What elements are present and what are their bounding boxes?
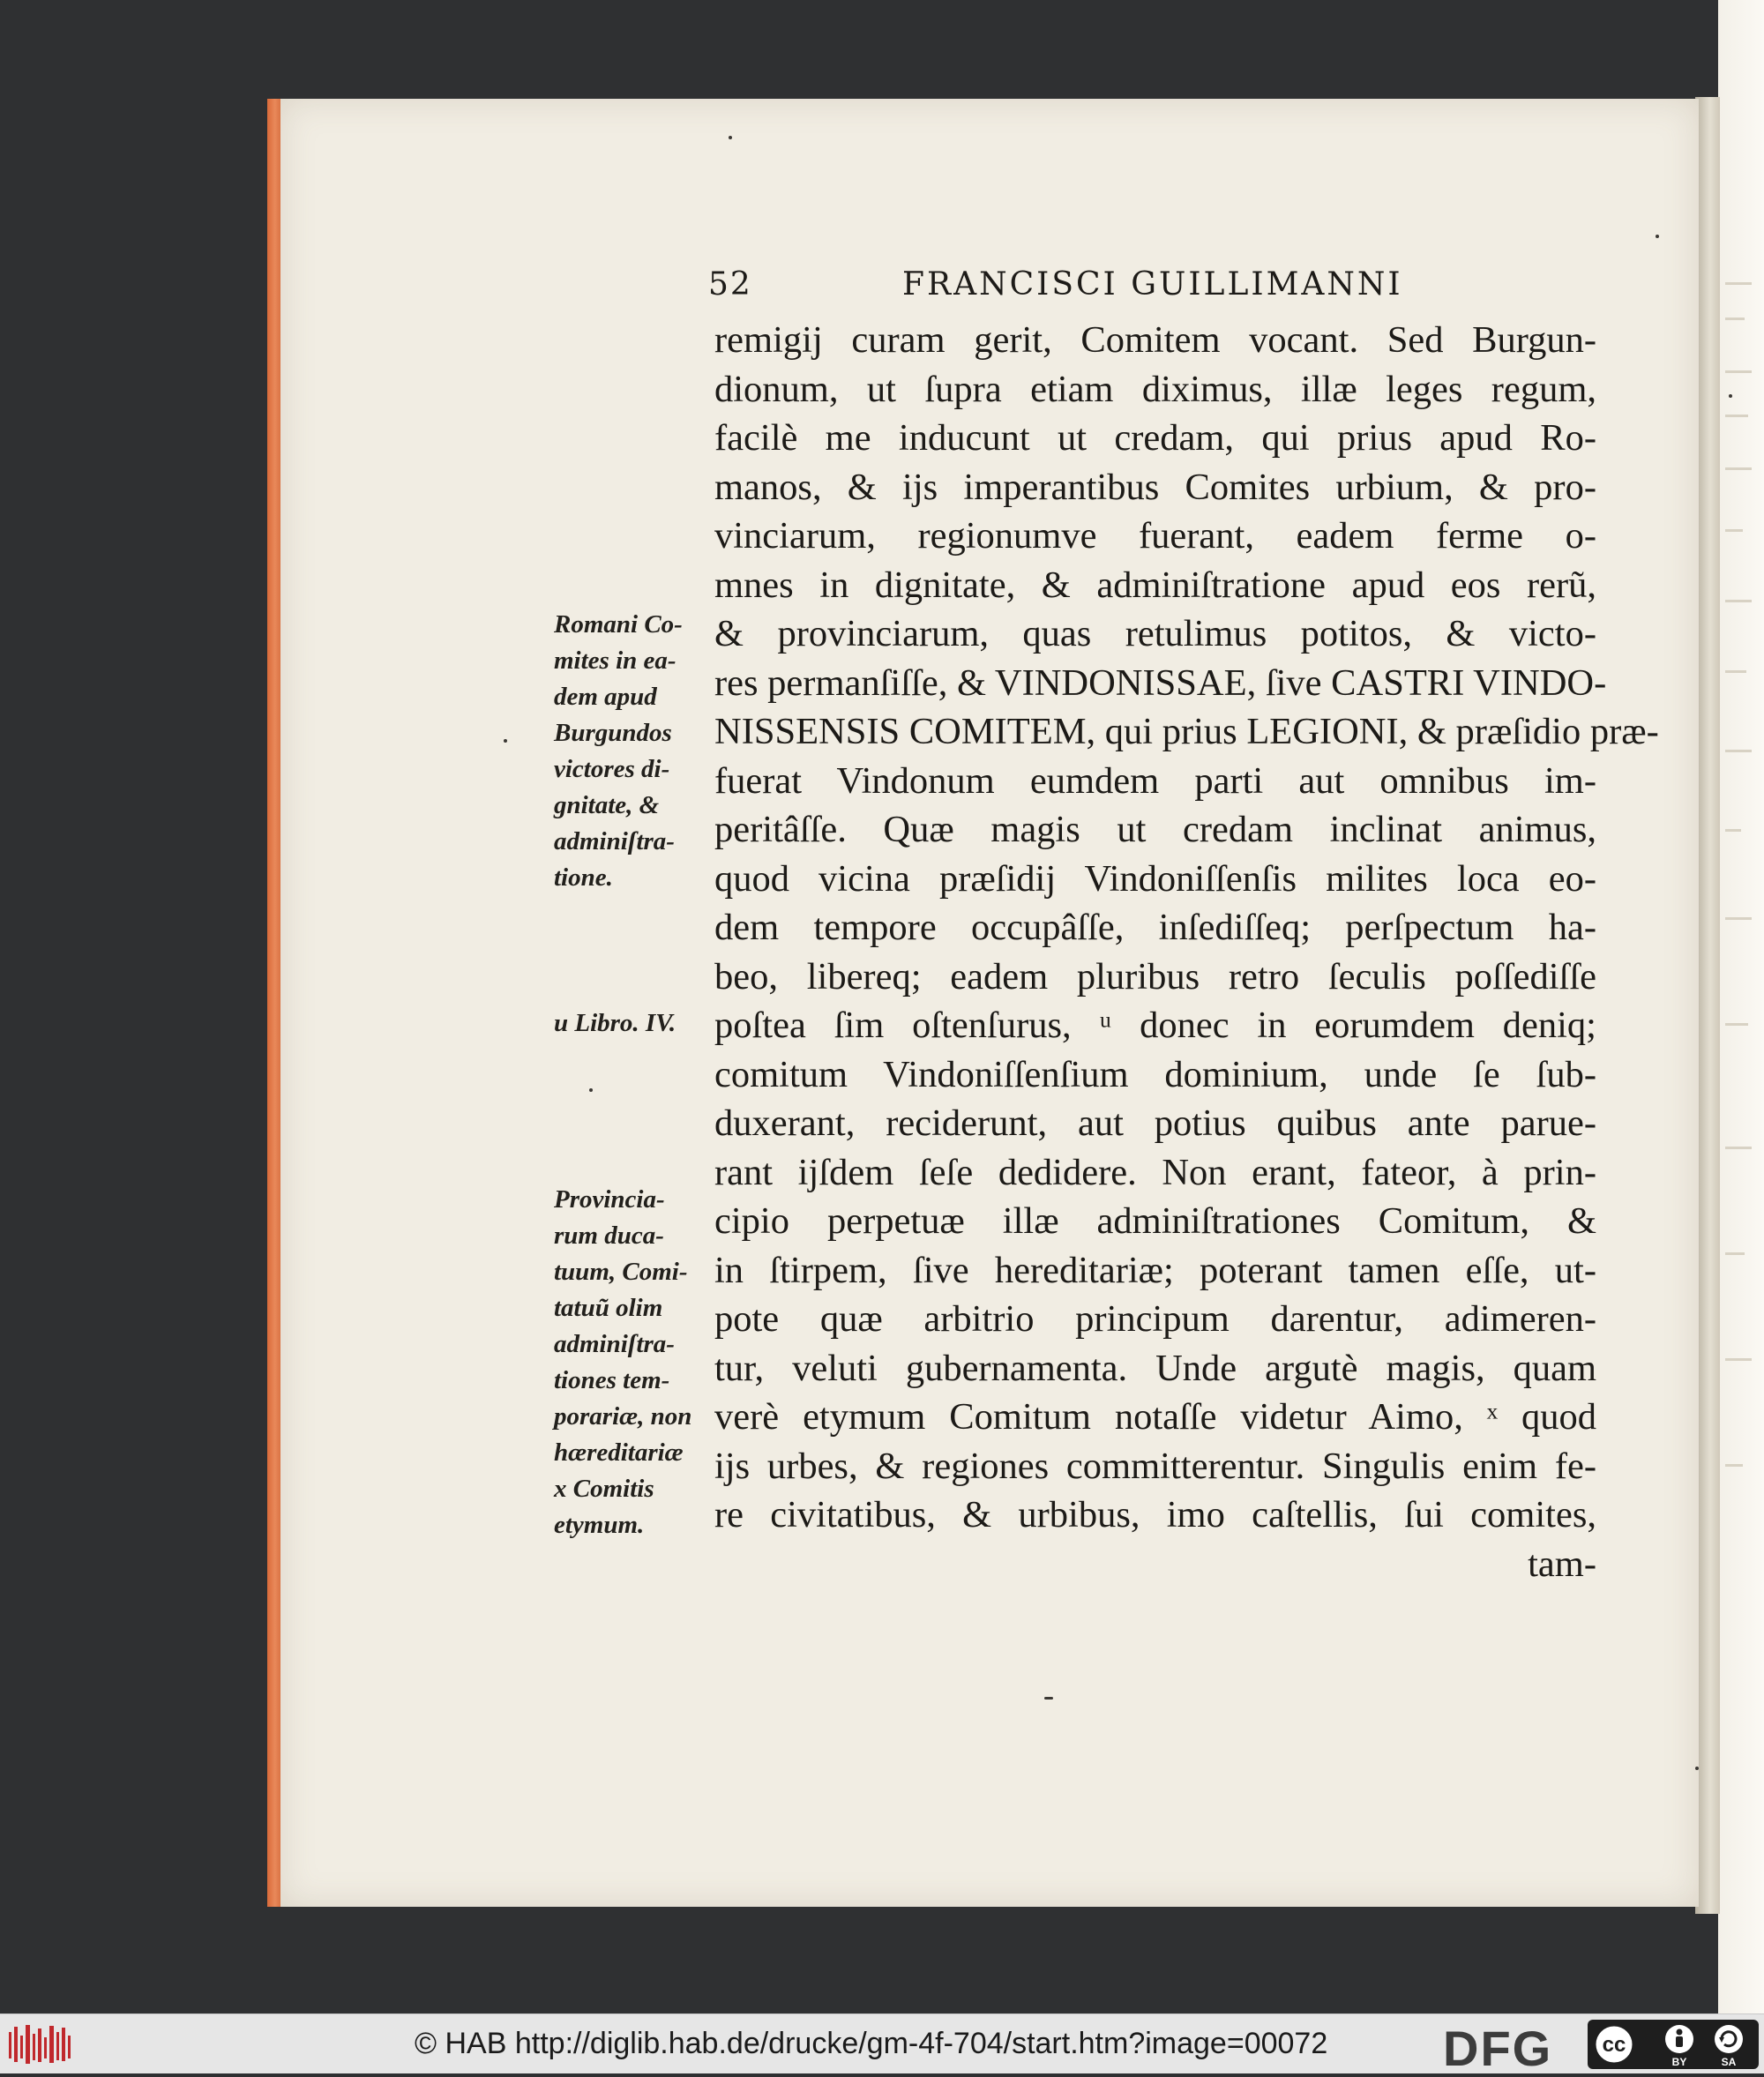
margin-note-line: hæreditariæ <box>554 1438 684 1467</box>
text-line: remigij curam gerit, Comitem vocant. Sed Burgun- <box>714 319 1596 361</box>
body-text <box>714 316 1659 1588</box>
text-line: verè etymum Comitum notaſſe videtur Aimo, ˣ quod <box>714 1396 1596 1438</box>
margin-note-line: tuum, Comi- <box>554 1258 688 1286</box>
text-line: quod vicina præſidij Vindoniſſenſis milites loca eo- <box>714 857 1596 900</box>
margin-note-line: dem apud <box>554 683 657 711</box>
ink-speck <box>589 1088 593 1092</box>
by-icon <box>1665 2025 1693 2068</box>
text-line: re civitatibus, & urbibus, imo caſtellis, ſui comites, <box>714 1494 1596 1535</box>
page-header <box>708 266 1590 310</box>
text-line: tur, veluti gubernamenta. Unde argutè magis, quam <box>714 1347 1596 1389</box>
text-line: dionum, ut ſupra etiam diximus, illæ leges regum, <box>714 368 1596 410</box>
running-head: FRANCISCI GUILLIMANNI <box>902 266 1403 303</box>
svg-text:cc: cc <box>1602 2033 1626 2057</box>
margin-note-line: adminiſtra- <box>554 1330 675 1358</box>
text-line: peritâſſe. Quæ magis ut credam inclinat animus, <box>714 809 1596 850</box>
margin-note-line: u Libro. IV. <box>554 1009 676 1037</box>
ink-speck <box>504 739 507 743</box>
ink-speck <box>729 136 732 139</box>
margin-note-line: tiones tem- <box>554 1366 670 1394</box>
sa-icon <box>1715 2025 1743 2068</box>
text-line: ijs urbes, & regiones committerentur. Singulis enim fe- <box>714 1445 1596 1487</box>
text-line: in ſtirpem, ſive hereditariæ; poterant tamen eſſe, ut- <box>714 1249 1596 1291</box>
margin-note-libro <box>554 1005 676 1042</box>
margin-note-romani-comites <box>554 607 683 896</box>
text-line: manos, & ijs imperantibus Comites urbium, & pro- <box>714 466 1596 508</box>
margin-note-provinciarum <box>554 1182 691 1543</box>
margin-note-line: tatuũ olim <box>554 1294 663 1322</box>
ink-speck <box>1695 1767 1699 1770</box>
text-line: mnes in dignitate, & adminiſtratione apud eos rerũ, <box>714 564 1596 606</box>
page-number: 52 <box>708 266 752 303</box>
margin-note-line: x Comitis <box>554 1475 654 1503</box>
margin-note-line: porariæ, non <box>554 1402 692 1431</box>
text-line: & provinciarum, quas retulimus potitos, & victo- <box>714 613 1596 654</box>
book-gutter <box>1695 97 1720 1914</box>
margin-note-line: Romani Co- <box>554 610 683 639</box>
margin-note-line: etymum. <box>554 1511 645 1539</box>
text-line: tam- <box>1528 1543 1596 1585</box>
viewer-footer <box>0 2013 1764 2076</box>
ink-speck <box>1044 1697 1053 1700</box>
text-line: cipio perpetuæ illæ adminiſtrationes Comitum, & <box>714 1200 1596 1242</box>
by-label: BY <box>1671 2056 1687 2068</box>
copyright-url[interactable]: © HAB http://diglib.hab.de/drucke/gm-4f-704/start.htm?image=00072 <box>415 2027 1328 2060</box>
dfg-logo: DFG <box>1443 2021 1553 2076</box>
text-line: facilè me inducunt ut credam, qui prius apud Ro- <box>714 417 1596 459</box>
margin-note-line: victores di- <box>554 755 670 783</box>
ink-speck <box>1656 235 1659 238</box>
margin-note-line: Burgundos <box>554 719 672 747</box>
margin-note-line: gnitate, & <box>554 791 660 819</box>
cc-license-badge[interactable] <box>1588 2020 1759 2069</box>
text-line: vinciarum, regionumve fuerant, eadem ferme o- <box>714 515 1596 557</box>
cc-icon <box>1595 2025 1633 2064</box>
margin-note-line: adminiſtra- <box>554 827 675 855</box>
margin-note-line: Provincia- <box>554 1185 665 1214</box>
text-line: fuerat Vindonum eumdem parti aut omnibus im- <box>714 759 1596 802</box>
margin-note-line: mites in ea- <box>554 646 676 675</box>
text-line: beo, libereq; eadem pluribus retro ſeculis poſſediſſe <box>714 955 1596 997</box>
text-line: NISSENSIS COMITEM, qui prius LEGIONI, & præſidio præ- <box>714 711 1659 752</box>
margin-note-line: rum duca- <box>554 1222 664 1250</box>
text-line: comitum Vindoniſſenſium dominium, unde ſe ſub- <box>714 1053 1596 1095</box>
text-line: res permanſiſſe, & VINDONISSAE, ſive CASTRI VINDO- <box>714 661 1607 704</box>
text-line: rant ijſdem ſeſe dedidere. Non erant, fateor, à prin- <box>714 1151 1596 1193</box>
sa-label: SA <box>1721 2056 1737 2068</box>
text-line: pote quæ arbitrio principum darentur, adimeren- <box>714 1298 1596 1340</box>
adjacent-page-edge <box>1718 0 1764 2013</box>
text-line: duxerant, reciderunt, aut potius quibus ante parue- <box>714 1102 1596 1144</box>
ink-speck <box>1729 394 1732 398</box>
text-line: dem tempore occupâſſe, inſediſſeq; perſpectum ha- <box>714 907 1596 948</box>
hab-logo-icon <box>7 2021 74 2067</box>
text-line: poſtea ſim oſtenſurus, ᵘ donec in eorumdem deniq; <box>714 1005 1596 1046</box>
margin-note-line: tione. <box>554 863 613 892</box>
